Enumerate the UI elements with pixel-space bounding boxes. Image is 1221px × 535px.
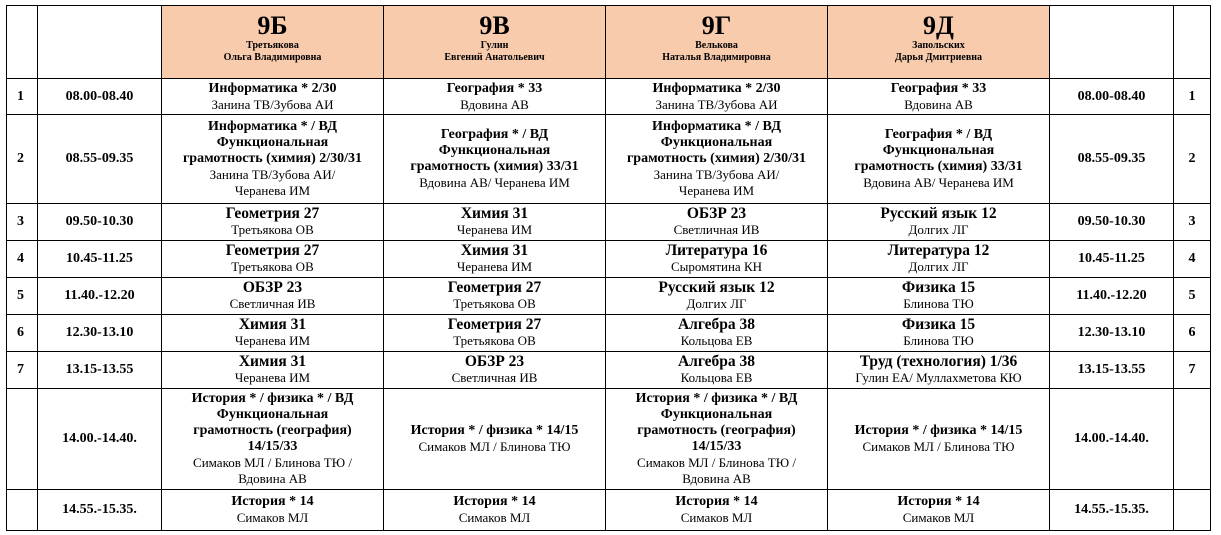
teacher-label: Вдовина АВ — [238, 471, 307, 486]
subject-label: Химия 31 — [238, 353, 307, 370]
subject-label: Химия 31 — [238, 316, 307, 333]
teacher-label: Кольцова ЕВ — [680, 370, 753, 385]
subject-label: История * / физика * 14/15 — [410, 423, 579, 438]
lesson-cell — [828, 241, 1050, 278]
teacher-label: Симаков МЛ — [902, 510, 975, 525]
teacher-label: Занина ТВ/Зубова АИ/ — [653, 167, 780, 182]
lesson-cell — [606, 352, 828, 389]
subject-label: грамотность (химия) 2/30/31 — [182, 151, 363, 166]
header-empty-cell — [1174, 6, 1211, 79]
lesson-time: 11.40.-12.20 — [38, 278, 162, 315]
lesson-cell — [384, 315, 606, 352]
subject-label: грамотность (география) — [637, 423, 796, 438]
class-teacher-firstname: Дарья Дмитриевна — [894, 52, 983, 63]
lesson-row — [7, 115, 1211, 204]
lesson-cell — [828, 79, 1050, 115]
lesson-number: 3 — [1174, 204, 1211, 241]
subject-label: Функциональная — [660, 135, 773, 150]
class-teacher-lastname: Запольских — [912, 40, 965, 51]
lesson-number: 5 — [7, 278, 38, 315]
subject-label: Химия 31 — [460, 242, 529, 259]
teacher-label: Светличная ИВ — [229, 296, 316, 311]
lesson-time: 14.55.-15.35. — [38, 490, 162, 531]
lesson-number: 6 — [7, 315, 38, 352]
lesson-time: 11.40.-12.20 — [1050, 278, 1174, 315]
teacher-label: Вдовина АВ — [682, 471, 751, 486]
subject-label: История * / физика * 14/15 — [854, 423, 1023, 438]
teacher-label: Занина ТВ/Зубова АИ — [655, 96, 778, 112]
lesson-cell — [384, 490, 606, 531]
subject-label: грамотность (география) — [193, 423, 352, 438]
class-header — [606, 6, 828, 79]
class-teacher-lastname: Гулин — [480, 40, 509, 51]
subject-label: Информатика * 2/30 — [652, 80, 781, 96]
teacher-label: Симаков МЛ — [680, 510, 753, 525]
lesson-time: 12.30-13.10 — [1050, 315, 1174, 352]
lesson-cell — [606, 241, 828, 278]
lesson-cell — [162, 278, 384, 315]
teacher-label: Черанева ИМ — [234, 370, 311, 385]
lesson-cell — [384, 278, 606, 315]
lesson-cell — [162, 79, 384, 115]
lesson-cell — [384, 241, 606, 278]
class-teacher-lastname: Велькова — [695, 40, 738, 51]
subject-label: 14/15/33 — [691, 439, 742, 454]
lesson-cell — [606, 79, 828, 115]
teacher-label: Вдовина АВ/ Чеpанева ИМ — [863, 175, 1014, 190]
teacher-label: Третьякова ОВ — [231, 259, 314, 274]
teacher-label: Симаков МЛ / Блинова ТЮ / — [193, 455, 352, 470]
lesson-number: 1 — [1174, 79, 1211, 115]
lesson-cell — [606, 490, 828, 531]
subject-label: География * 33 — [446, 80, 543, 96]
subject-label: География * / ВД — [440, 127, 549, 142]
subject-label: Информатика * / ВД — [652, 119, 781, 134]
teacher-label: Кольцова ЕВ — [680, 333, 753, 348]
teacher-label: Симаков МЛ / Блинова ТЮ — [862, 439, 1015, 454]
subject-label: География * 33 — [890, 80, 987, 96]
lesson-cell — [384, 115, 606, 204]
lesson-cell — [606, 278, 828, 315]
teacher-label: Светличная ИВ — [451, 370, 538, 385]
lesson-cell — [828, 315, 1050, 352]
subject-label: грамотность (химия) 33/31 — [410, 159, 579, 174]
class-name: 9Г — [701, 11, 732, 40]
lesson-number: 4 — [7, 241, 38, 278]
lesson-number: 2 — [7, 115, 38, 204]
lesson-time: 13.15-13.55 — [1050, 352, 1174, 389]
subject-label: Литература 12 — [887, 242, 990, 259]
subject-label: Функциональная — [216, 135, 329, 150]
teacher-label: Черанева ИМ — [456, 222, 533, 237]
header-row — [7, 6, 1211, 79]
class-header — [162, 6, 384, 79]
subject-label: История * / физика * / ВД — [635, 391, 798, 406]
subject-label: Алгебра 38 — [677, 316, 756, 333]
teacher-label: Черанева ИМ — [456, 259, 533, 274]
teacher-label: Светличная ИВ — [673, 222, 760, 237]
lesson-number — [7, 389, 38, 490]
teacher-label: Долгих ЛГ — [908, 222, 969, 237]
lesson-time: 09.50-10.30 — [38, 204, 162, 241]
lesson-cell — [162, 115, 384, 204]
teacher-label: Третьякова ОВ — [231, 222, 314, 237]
teacher-label: Чеpанева ИМ — [234, 183, 311, 198]
class-name: 9В — [479, 11, 510, 40]
lesson-number: 4 — [1174, 241, 1211, 278]
lesson-cell — [162, 389, 384, 490]
class-teacher-firstname: Евгений Анатольевич — [444, 52, 545, 63]
lesson-time: 14.00.-14.40. — [38, 389, 162, 490]
lesson-cell — [828, 389, 1050, 490]
teacher-label: Третьякова ОВ — [453, 333, 536, 348]
lesson-number: 2 — [1174, 115, 1211, 204]
subject-label: История * 14 — [675, 494, 758, 509]
lesson-time: 08.55-09.35 — [38, 115, 162, 204]
subject-label: История * 14 — [231, 494, 314, 509]
lesson-time: 09.50-10.30 — [1050, 204, 1174, 241]
lesson-cell — [162, 490, 384, 531]
teacher-label: Вдовина АВ — [460, 96, 529, 112]
subject-label: Литература 16 — [665, 242, 768, 259]
subject-label: Информатика * / ВД — [208, 119, 337, 134]
class-name: 9Б — [257, 11, 288, 40]
lesson-cell — [384, 389, 606, 490]
teacher-label: Черанева ИМ — [234, 333, 311, 348]
lesson-row — [7, 278, 1211, 315]
lesson-cell — [384, 352, 606, 389]
subject-label: Труд (технология) 1/36 — [859, 353, 1018, 370]
subject-label: Функциональная — [882, 143, 995, 158]
lesson-number: 6 — [1174, 315, 1211, 352]
lesson-time: 13.15-13.55 — [38, 352, 162, 389]
subject-label: История * 14 — [897, 494, 980, 509]
teacher-label: Симаков МЛ — [236, 510, 309, 525]
lesson-number — [7, 490, 38, 531]
header-empty-cell — [1050, 6, 1174, 79]
lesson-time: 10.45-11.25 — [1050, 241, 1174, 278]
subject-label: Функциональная — [438, 143, 551, 158]
lesson-cell — [162, 352, 384, 389]
subject-label: 14/15/33 — [247, 439, 298, 454]
subject-label: История * 14 — [453, 494, 536, 509]
teacher-label: Занина ТВ/Зубова АИ — [211, 96, 334, 112]
lesson-cell — [828, 115, 1050, 204]
class-teacher-lastname: Третьякова — [246, 40, 299, 51]
subject-label: Функциональная — [660, 407, 773, 422]
class-name: 9Д — [923, 11, 954, 40]
lesson-row — [7, 241, 1211, 278]
lesson-time: 14.00.-14.40. — [1050, 389, 1174, 490]
class-teacher-firstname: Наталья Владимировна — [662, 52, 771, 63]
lesson-cell — [606, 315, 828, 352]
teacher-label: Симаков МЛ / Блинова ТЮ — [418, 439, 571, 454]
lesson-number: 3 — [7, 204, 38, 241]
lesson-number: 7 — [1174, 352, 1211, 389]
lesson-number: 5 — [1174, 278, 1211, 315]
lesson-cell — [606, 115, 828, 204]
subject-label: Химия 31 — [460, 205, 529, 222]
lesson-row — [7, 204, 1211, 241]
subject-label: География * / ВД — [884, 127, 993, 142]
lesson-row — [7, 352, 1211, 389]
lesson-number — [1174, 490, 1211, 531]
teacher-label: Симаков МЛ / Блинова ТЮ / — [637, 455, 796, 470]
teacher-label: Симаков МЛ — [458, 510, 531, 525]
lesson-number — [1174, 389, 1211, 490]
subject-label: Информатика * 2/30 — [208, 80, 337, 96]
lesson-row — [7, 490, 1211, 531]
lesson-cell — [828, 204, 1050, 241]
subject-label: ОБЗР 23 — [686, 205, 747, 222]
subject-label: грамотность (химия) 33/31 — [854, 159, 1023, 174]
lesson-cell — [828, 490, 1050, 531]
teacher-label: Занина ТВ/Зубова АИ/ — [209, 167, 336, 182]
lesson-cell — [606, 389, 828, 490]
subject-label: Алгебра 38 — [677, 353, 756, 370]
teacher-label: Гулин ЕА/ Муллахметова КЮ — [855, 370, 1022, 385]
lesson-cell — [162, 241, 384, 278]
class-header — [828, 6, 1050, 79]
subject-label: Русский язык 12 — [658, 279, 775, 296]
class-header — [384, 6, 606, 79]
lesson-cell — [828, 278, 1050, 315]
subject-label: Физика 15 — [901, 279, 976, 296]
subject-label: ОБЗР 23 — [464, 353, 525, 370]
lesson-time: 08.55-09.35 — [1050, 115, 1174, 204]
subject-label: История * / физика * / ВД — [191, 391, 354, 406]
teacher-label: Чеpанева ИМ — [678, 183, 755, 198]
teacher-label: Долгих ЛГ — [686, 296, 747, 311]
lesson-cell — [606, 204, 828, 241]
lesson-time: 12.30-13.10 — [38, 315, 162, 352]
class-teacher-firstname: Ольга Владимировна — [223, 52, 322, 63]
teacher-label: Вдовина АВ — [904, 96, 973, 112]
lesson-time: 08.00-08.40 — [38, 79, 162, 115]
lesson-time: 14.55.-15.35. — [1050, 490, 1174, 531]
subject-label: Геометрия 27 — [225, 242, 320, 259]
lesson-number: 1 — [7, 79, 38, 115]
lesson-cell — [162, 204, 384, 241]
lesson-number: 7 — [7, 352, 38, 389]
teacher-label: Блинова ТЮ — [903, 296, 974, 311]
lesson-cell — [828, 352, 1050, 389]
header-empty-cell — [38, 6, 162, 79]
header-empty-cell — [7, 6, 38, 79]
subject-label: ОБЗР 23 — [242, 279, 303, 296]
subject-label: грамотность (химия) 2/30/31 — [626, 151, 807, 166]
teacher-label: Вдовина АВ/ Чеpанева ИМ — [419, 175, 570, 190]
lesson-row — [7, 389, 1211, 490]
lesson-cell — [384, 204, 606, 241]
lesson-time: 08.00-08.40 — [1050, 79, 1174, 115]
lesson-time: 10.45-11.25 — [38, 241, 162, 278]
lesson-row — [7, 79, 1211, 115]
lesson-row — [7, 315, 1211, 352]
subject-label: Физика 15 — [901, 316, 976, 333]
subject-label: Геометрия 27 — [447, 279, 542, 296]
subject-label: Русский язык 12 — [880, 205, 997, 222]
schedule-table — [6, 5, 1211, 531]
teacher-label: Блинова ТЮ — [903, 333, 974, 348]
subject-label: Геометрия 27 — [225, 205, 320, 222]
teacher-label: Сыромятина КН — [670, 259, 763, 274]
subject-label: Геометрия 27 — [447, 316, 542, 333]
teacher-label: Третьякова ОВ — [453, 296, 536, 311]
subject-label: Функциональная — [216, 407, 329, 422]
lesson-cell — [162, 315, 384, 352]
teacher-label: Долгих ЛГ — [908, 259, 969, 274]
lesson-cell — [384, 79, 606, 115]
